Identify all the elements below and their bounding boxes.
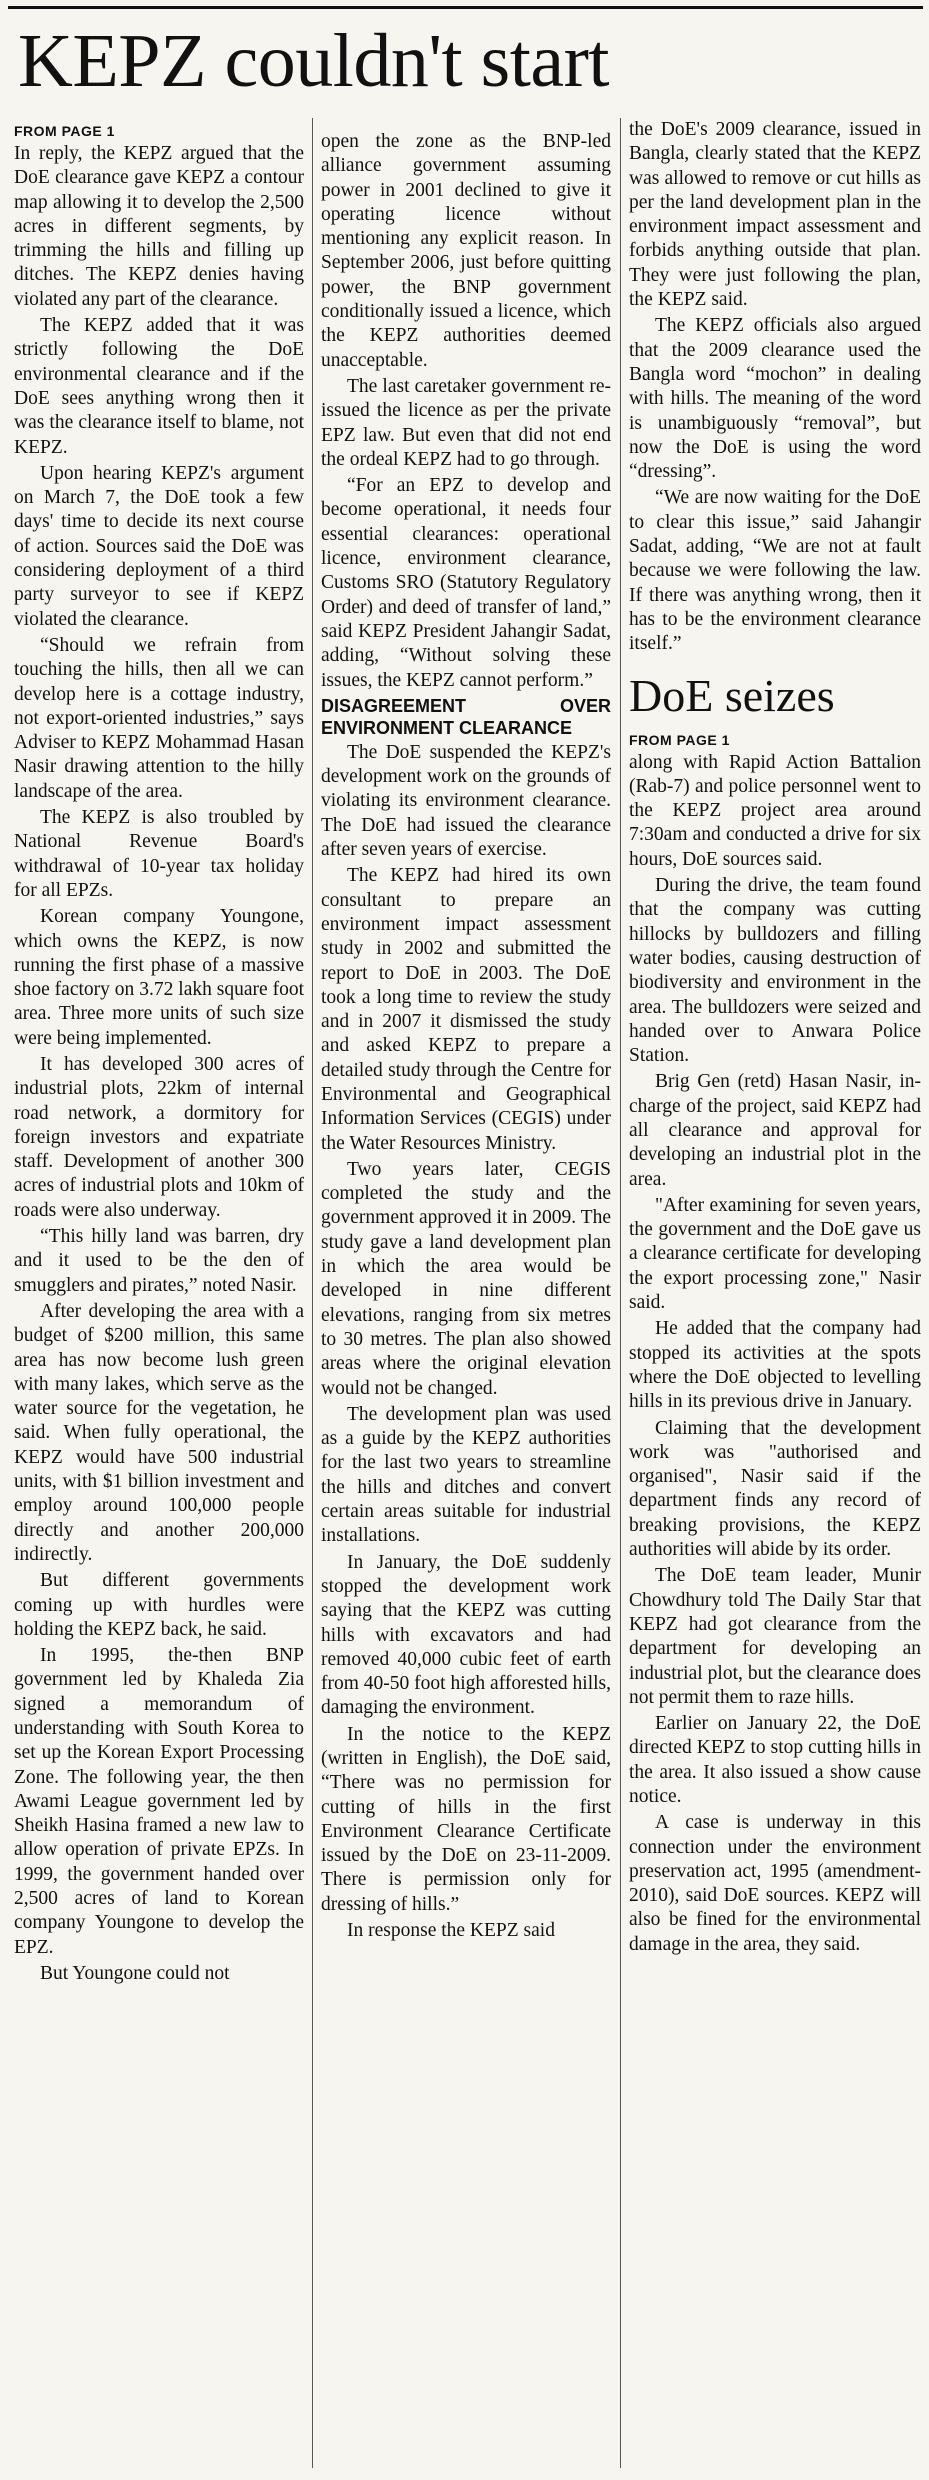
column-3 (629, 118, 921, 2468)
paragraph: The development plan was used as a guide by the KEPZ authorities for the last two years to streamline the hills and ditches and convert certain areas suitable for industrial installations. (321, 1403, 611, 1547)
column-rule (620, 118, 621, 2468)
paragraph: The KEPZ added that it was strictly following the DoE environmental clearance and if the DoE sees anything wrong then it was the clearance itself to blame, not KEPZ. (14, 315, 304, 458)
paragraph: In response the KEPZ said (347, 1920, 555, 1942)
paragraph: It has developed 300 acres of industrial plots, 22km of internal road network, a dormitory for foreign investors and expatriate staff. Development of another 300 acres of industrial plots and 10km of roads were also underway. (14, 1053, 304, 1221)
paragraph: During the drive, the team found that the company was cutting hillocks by bulldozers and filling water bodies, causing destruction of biodiversity and environment in the area. The bulldozers were seized and handed over to Anwara Police Station. (629, 875, 921, 1067)
paragraph: Earlier on January 22, the DoE directed KEPZ to stop cutting hills in the area. It also issued a show cause notice. (629, 1713, 921, 1807)
paragraph: The DoE team leader, Munir Chowdhury told The Daily Star that KEPZ had got clearance from the department for developing an industrial plot, but the clearance does not permit them to raze hills. (629, 1565, 921, 1708)
paragraph: Upon hearing KEPZ's argument on March 7, the DoE took a few days' time to decide its next course of action. Sources said the DoE was considering deployment of a third party surveyor to see if KEPZ violated the clearance. (14, 462, 304, 630)
headline: KEPZ couldn't start (18, 19, 610, 103)
paragraph: The KEPZ is also troubled by National Revenue Board's withdrawal of 10-year tax holiday for all EPZs. (14, 807, 304, 901)
paragraph: The DoE suspended the KEPZ's development work on the grounds of violating its environment clearance. The DoE had issued the clearance after seven years of exercise. (321, 741, 611, 861)
paragraph: The KEPZ had hired its own consultant to prepare an environment impact assessment study in 2002 and submitted the report to DoE in 2003. The DoE took a long time to review the study and in 2007 it dismissed the study and asked KEPZ to prepare a detailed study through the Centre for Environmental and Geographical Information Services (CEGIS) under the Water Resources Ministry. (321, 865, 611, 1154)
paragraph: Brig Gen (retd) Hasan Nasir, in-charge of the project, said KEPZ had all clearance and approval for developing an industrial plot in the area. (629, 1071, 921, 1190)
paragraph: “We are now waiting for the DoE to clear this issue,” said Jahangir Sadat, adding, “We are not at fault because we were following the law. If there was anything wrong, then it has to be the environment clearance itself.” (629, 487, 921, 655)
paragraph: “This hilly land was barren, dry and it used to be the den of smugglers and pirates,” noted Nasir. (14, 1226, 304, 1296)
paragraph: “Should we refrain from touching the hills, then all we can develop here is a cottage industry, not export-oriented industries,” says Adviser to KEPZ Mohammad Hasan Nasir drawing attention to the hilly landscape of the area. (14, 634, 304, 802)
paragraph: But different governments coming up with hurdles were holding the KEPZ back, he said. (14, 1570, 304, 1640)
paragraph: The last caretaker government re-issued the licence as per the private EPZ law. But even that did not end the ordeal KEPZ had to go through. (321, 375, 611, 470)
paragraph: A case is underway in this connection under the environment preservation act, 1995 (amendment-2010), said DoE sources. KEPZ will also be fined for the environmental damage in the area, they said. (629, 1812, 921, 1955)
column-1-body (14, 142, 304, 1986)
column-3-body-b (629, 751, 921, 1958)
paragraph: open the zone as the BNP-led alliance government assuming power in 2001 declined to give it operating licence without mentioning any explicit reason. In September 2006, just before quitting power, the BNP government conditionally issued a licence, which the KEPZ authorities deemed unacceptable. (321, 131, 611, 371)
paragraph: The KEPZ officials also argued that the 2009 clearance used the Bangla word “mochon” in dealing with hills. The meaning of the word is unambiguously “removal”, but now the DoE is using the word “dressing”. (629, 315, 921, 483)
column-rule (312, 118, 313, 2468)
column-2-body-a (321, 130, 611, 693)
paragraph: He added that the company had stopped its activities at the spots where the DoE objected to levelling hills in its previous drive in January. (629, 1318, 921, 1413)
column-3-body-a (629, 118, 921, 657)
secondary-headline: DoE seizes (629, 669, 835, 721)
paragraph: In January, the DoE suddenly stopped the development work saying that the KEPZ was cutting hills with excavators and had removed 40,000 cubic feet of earth from 40-50 foot high afforested hills, damaging the environment. (321, 1551, 611, 1719)
kicker-2: FROM PAGE 1 (629, 731, 730, 748)
subhead: DISAGREEMENT OVER ENVIRONMENT CLEARANCE (321, 695, 611, 738)
paragraph: along with Rapid Action Battalion (Rab-7) and police personnel went to the KEPZ project area around 7:30am and conducted a drive for six hours, DoE sources said. (629, 751, 921, 870)
top-rule (8, 6, 923, 9)
paragraph: In the notice to the KEPZ (written in English), the DoE said, “There was no permission for cutting of hills in the first Environment Clearance Certificate issued by the DoE on 23-11-2009. There is permission only for dressing of hills.” (321, 1723, 611, 1915)
column-2 (321, 130, 611, 2480)
paragraph: In 1995, the-then BNP government led by Khaleda Zia signed a memorandum of understanding with South Korea to set up the Korean Export Processing Zone. The following year, the then Awami League government led by Sheikh Hasina framed a new law to allow operation of private EPZs. In 1999, the government handed over 2,500 acres of land to Korean company Youngone to develop the EPZ. (14, 1645, 304, 1958)
paragraph: Korean company Youngone, which owns the KEPZ, is now running the first phase of a massive shoe factory on 3.72 lakh square foot area. Three more units of such size were being implemented. (14, 906, 304, 1049)
column-1 (14, 118, 304, 2468)
paragraph: "After examining for seven years, the government and the DoE gave us a clearance certificate for developing the export processing zone," Nasir said. (629, 1194, 921, 1314)
paragraph: But Youngone could not (40, 1962, 230, 1984)
paragraph: After developing the area with a budget of $200 million, this same area has now become lush green with many lakes, which serve as the water source for the vegetation, he said. When fully operational, the KEPZ would have 500 industrial units, with $1 billion investment and employ around 100,000 people directly and another 200,000 indirectly. (14, 1300, 304, 1565)
paragraph: Two years later, CEGIS completed the study and the government approved it in 2009. The study gave a land development plan in which the area would be developed in nine different elevations, ranging from six metres to 30 metres. The plan also showed areas where the original elevation would not be changed. (321, 1158, 611, 1399)
column-2-body-b (321, 741, 611, 1944)
paragraph: Claiming that the development work was "authorised and organised", Nasir said if the department finds any record of breaking provisions, the KEPZ authorities will abide by its order. (629, 1417, 921, 1561)
kicker: FROM PAGE 1 (14, 123, 115, 139)
paragraph: In reply, the KEPZ argued that the DoE clearance gave KEPZ a contour map allowing it to develop the 2,500 acres in different segments, by trimming the hills and filling up ditches. The KEPZ denies having violated any part of the clearance. (14, 143, 304, 310)
paragraph: the DoE's 2009 clearance, issued in Bangla, clearly stated that the KEPZ was allowed to remove or cut hills as per the land development plan in the environment impact assessment and forbids anything outside that plan. They were just following the plan, the KEPZ said. (629, 119, 921, 311)
paragraph: “For an EPZ to develop and become operational, it needs four essential clearances: operational licence, environment clearance, Customs SRO (Statutory Regulatory Order) and deed of transfer of land,” said KEPZ President Jahangir Sadat, adding, “Without solving these issues, the KEPZ cannot perform.” (321, 475, 611, 691)
